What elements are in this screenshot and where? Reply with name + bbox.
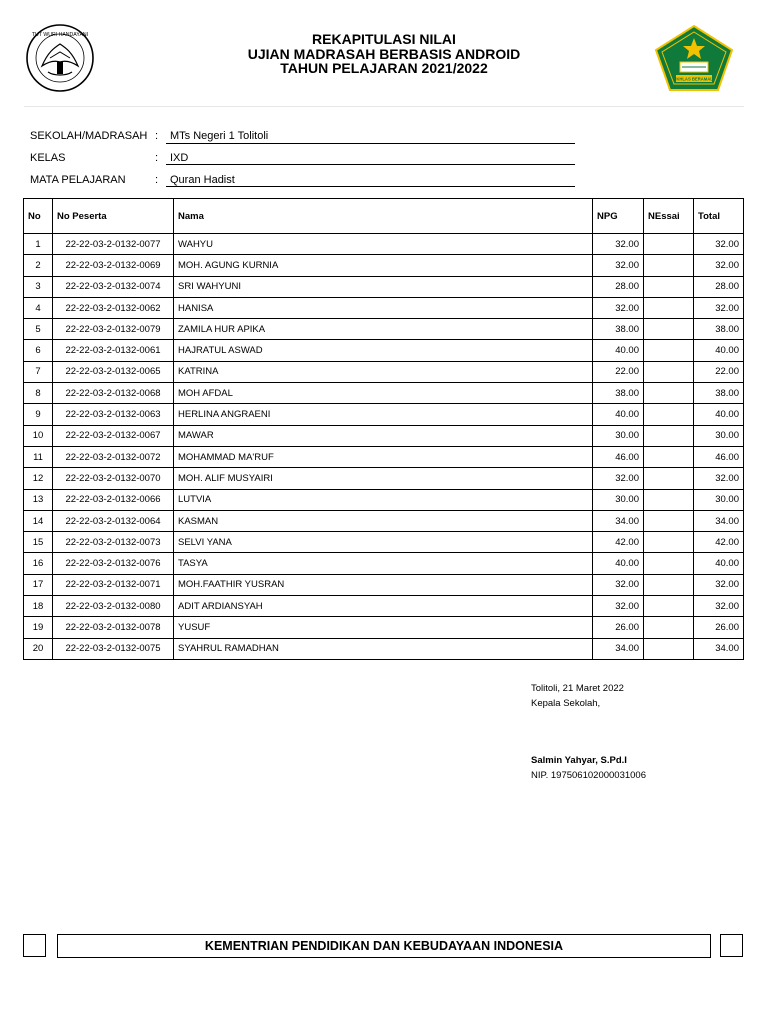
cell-nessai	[644, 234, 694, 255]
cell-nessai	[644, 446, 694, 467]
cell-nama: ADIT ARDIANSYAH	[174, 596, 593, 617]
cell-nessai	[644, 276, 694, 297]
cell-no-peserta: 22-22-03-2-0132-0067	[53, 425, 174, 446]
cell-npg: 34.00	[593, 638, 644, 659]
class-value: IXD	[170, 152, 189, 164]
cell-npg: 40.00	[593, 553, 644, 574]
header-nessai: NEssai	[644, 199, 694, 234]
signature-nip: NIP. 197506102000031006	[531, 770, 646, 781]
cell-nessai	[644, 510, 694, 531]
cell-nama: MAWAR	[174, 425, 593, 446]
cell-no-peserta: 22-22-03-2-0132-0061	[53, 340, 174, 361]
cell-npg: 22.00	[593, 361, 644, 382]
cell-nama: MOH.FAATHIR YUSRAN	[174, 574, 593, 595]
table-row	[24, 340, 744, 361]
class-label: KELAS	[30, 152, 66, 164]
cell-nama: ZAMILA HUR APIKA	[174, 319, 593, 340]
cell-npg: 38.00	[593, 319, 644, 340]
cell-total: 32.00	[694, 596, 744, 617]
cell-npg: 32.00	[593, 574, 644, 595]
cell-total: 28.00	[694, 276, 744, 297]
footer-institution: KEMENTRIAN PENDIDIKAN DAN KEBUDAYAAN INDONESIA	[57, 934, 711, 958]
title-line-1: REKAPITULASI NILAI	[312, 31, 456, 47]
cell-nama: MOH. ALIF MUSYAIRI	[174, 468, 593, 489]
table-row	[24, 638, 744, 659]
subject-value: Quran Hadist	[170, 174, 235, 186]
cell-no: 16	[24, 553, 53, 574]
cell-nessai	[644, 468, 694, 489]
cell-nama: WAHYU	[174, 234, 593, 255]
cell-nessai	[644, 532, 694, 553]
cell-no-peserta: 22-22-03-2-0132-0075	[53, 638, 174, 659]
cell-no: 20	[24, 638, 53, 659]
subject-label: MATA PELAJARAN	[30, 174, 126, 186]
left-logo-text: TUT WURI HANDAYANI	[31, 32, 89, 38]
cell-no-peserta: 22-22-03-2-0132-0069	[53, 255, 174, 276]
table-row	[24, 553, 744, 574]
cell-no: 19	[24, 617, 53, 638]
cell-nessai	[644, 404, 694, 425]
title-line-2: UJIAN MADRASAH BERBASIS ANDROID	[247, 45, 521, 62]
table-row	[24, 489, 744, 510]
cell-no: 10	[24, 425, 53, 446]
cell-no: 9	[24, 404, 53, 425]
cell-nessai	[644, 425, 694, 446]
table-row	[24, 468, 744, 489]
cell-no-peserta: 22-22-03-2-0132-0070	[53, 468, 174, 489]
right-logo-text: IKHLAS BERAMAL	[675, 76, 713, 82]
cell-npg: 30.00	[593, 425, 644, 446]
cell-nessai	[644, 574, 694, 595]
cell-npg: 34.00	[593, 510, 644, 531]
scores-table	[23, 198, 744, 660]
table-row	[24, 319, 744, 340]
cell-no-peserta: 22-22-03-2-0132-0062	[53, 297, 174, 318]
cell-total: 38.00	[694, 383, 744, 404]
table-body	[24, 234, 744, 660]
cell-no: 15	[24, 532, 53, 553]
cell-total: 32.00	[694, 255, 744, 276]
cell-nama: SELVI YANA	[174, 532, 593, 553]
footer-right-square	[720, 934, 743, 957]
table-row	[24, 276, 744, 297]
cell-nama: YUSUF	[174, 617, 593, 638]
cell-no: 6	[24, 340, 53, 361]
cell-nama: KATRINA	[174, 361, 593, 382]
footer-left-square	[23, 934, 46, 957]
cell-nama: MOH AFDAL	[174, 383, 593, 404]
cell-total: 30.00	[694, 489, 744, 510]
cell-no-peserta: 22-22-03-2-0132-0065	[53, 361, 174, 382]
cell-total: 34.00	[694, 638, 744, 659]
cell-npg: 32.00	[593, 596, 644, 617]
cell-nama: KASMAN	[174, 510, 593, 531]
school-underline	[166, 143, 575, 144]
cell-npg: 38.00	[593, 383, 644, 404]
cell-total: 40.00	[694, 340, 744, 361]
cell-total: 38.00	[694, 319, 744, 340]
table-row	[24, 234, 744, 255]
cell-no: 18	[24, 596, 53, 617]
table-row	[24, 255, 744, 276]
subject-colon: :	[155, 174, 159, 186]
cell-nama: MOHAMMAD MA'RUF	[174, 446, 593, 467]
signature-name: Salmin Yahyar, S.Pd.I	[531, 755, 627, 766]
cell-total: 32.00	[694, 574, 744, 595]
cell-total: 30.00	[694, 425, 744, 446]
cell-nessai	[644, 596, 694, 617]
cell-no: 17	[24, 574, 53, 595]
title-line-3: TAHUN PELAJARAN 2021/2022	[280, 60, 488, 76]
cell-nessai	[644, 489, 694, 510]
cell-no-peserta: 22-22-03-2-0132-0071	[53, 574, 174, 595]
cell-no: 2	[24, 255, 53, 276]
cell-nama: HAJRATUL ASWAD	[174, 340, 593, 361]
cell-no-peserta: 22-22-03-2-0132-0076	[53, 553, 174, 574]
cell-no-peserta: 22-22-03-2-0132-0077	[53, 234, 174, 255]
header-no: No	[24, 199, 53, 234]
school-value: MTs Negeri 1 Tolitoli	[170, 130, 269, 142]
cell-total: 46.00	[694, 446, 744, 467]
cell-npg: 40.00	[593, 404, 644, 425]
cell-total: 42.00	[694, 532, 744, 553]
header-nama: Nama	[174, 199, 593, 234]
table-row	[24, 404, 744, 425]
class-underline	[166, 164, 575, 165]
cell-no-peserta: 22-22-03-2-0132-0080	[53, 596, 174, 617]
cell-nama: TASYA	[174, 553, 593, 574]
tut-wuri-handayani-logo	[24, 22, 96, 94]
table-row	[24, 446, 744, 467]
cell-nessai	[644, 361, 694, 382]
cell-nama: HERLINA ANGRAENI	[174, 404, 593, 425]
cell-no-peserta: 22-22-03-2-0132-0064	[53, 510, 174, 531]
cell-no-peserta: 22-22-03-2-0132-0072	[53, 446, 174, 467]
cell-total: 32.00	[694, 297, 744, 318]
cell-nama: SYAHRUL RAMADHAN	[174, 638, 593, 659]
cell-npg: 32.00	[593, 468, 644, 489]
cell-npg: 32.00	[593, 297, 644, 318]
cell-no-peserta: 22-22-03-2-0132-0073	[53, 532, 174, 553]
cell-no: 14	[24, 510, 53, 531]
cell-no-peserta: 22-22-03-2-0132-0066	[53, 489, 174, 510]
cell-total: 40.00	[694, 404, 744, 425]
cell-no-peserta: 22-22-03-2-0132-0074	[53, 276, 174, 297]
table-row	[24, 361, 744, 382]
table-row	[24, 510, 744, 531]
header-no-peserta: No Peserta	[53, 199, 174, 234]
cell-no: 13	[24, 489, 53, 510]
cell-npg: 26.00	[593, 617, 644, 638]
cell-npg: 46.00	[593, 446, 644, 467]
table-row	[24, 596, 744, 617]
cell-nama: MOH. AGUNG KURNIA	[174, 255, 593, 276]
table-row	[24, 383, 744, 404]
cell-no: 3	[24, 276, 53, 297]
table-row	[24, 425, 744, 446]
cell-nessai	[644, 638, 694, 659]
cell-no: 12	[24, 468, 53, 489]
cell-nessai	[644, 383, 694, 404]
document-title	[180, 32, 588, 76]
cell-npg: 40.00	[593, 340, 644, 361]
cell-nessai	[644, 319, 694, 340]
cell-no: 4	[24, 297, 53, 318]
cell-nessai	[644, 297, 694, 318]
cell-nama: HANISA	[174, 297, 593, 318]
cell-no-peserta: 22-22-03-2-0132-0063	[53, 404, 174, 425]
school-label: SEKOLAH/MADRASAH	[30, 130, 148, 142]
cell-nama: LUTVIA	[174, 489, 593, 510]
cell-nessai	[644, 255, 694, 276]
cell-npg: 30.00	[593, 489, 644, 510]
cell-no-peserta: 22-22-03-2-0132-0068	[53, 383, 174, 404]
subject-underline	[166, 186, 575, 187]
table-header-row	[24, 199, 744, 234]
cell-no: 8	[24, 383, 53, 404]
table-row	[24, 574, 744, 595]
kemenag-logo	[652, 24, 736, 92]
header-npg: NPG	[593, 199, 644, 234]
table-row	[24, 532, 744, 553]
cell-total: 32.00	[694, 234, 744, 255]
cell-nama: SRI WAHYUNI	[174, 276, 593, 297]
cell-npg: 32.00	[593, 255, 644, 276]
cell-total: 40.00	[694, 553, 744, 574]
cell-no: 7	[24, 361, 53, 382]
cell-npg: 28.00	[593, 276, 644, 297]
cell-total: 22.00	[694, 361, 744, 382]
cell-no: 11	[24, 446, 53, 467]
header-total: Total	[694, 199, 744, 234]
table-row	[24, 617, 744, 638]
school-colon: :	[155, 130, 159, 142]
signature-place-date: Tolitoli, 21 Maret 2022	[531, 683, 624, 694]
table-row	[24, 297, 744, 318]
cell-total: 32.00	[694, 468, 744, 489]
signature-role: Kepala Sekolah,	[531, 698, 601, 709]
cell-nessai	[644, 553, 694, 574]
cell-total: 34.00	[694, 510, 744, 531]
cell-nessai	[644, 340, 694, 361]
cell-no-peserta: 22-22-03-2-0132-0079	[53, 319, 174, 340]
cell-nessai	[644, 617, 694, 638]
cell-npg: 42.00	[593, 532, 644, 553]
cell-no: 1	[24, 234, 53, 255]
class-colon: :	[155, 152, 159, 164]
cell-no: 5	[24, 319, 53, 340]
cell-total: 26.00	[694, 617, 744, 638]
cell-npg: 32.00	[593, 234, 644, 255]
header-divider	[24, 106, 744, 107]
cell-no-peserta: 22-22-03-2-0132-0078	[53, 617, 174, 638]
